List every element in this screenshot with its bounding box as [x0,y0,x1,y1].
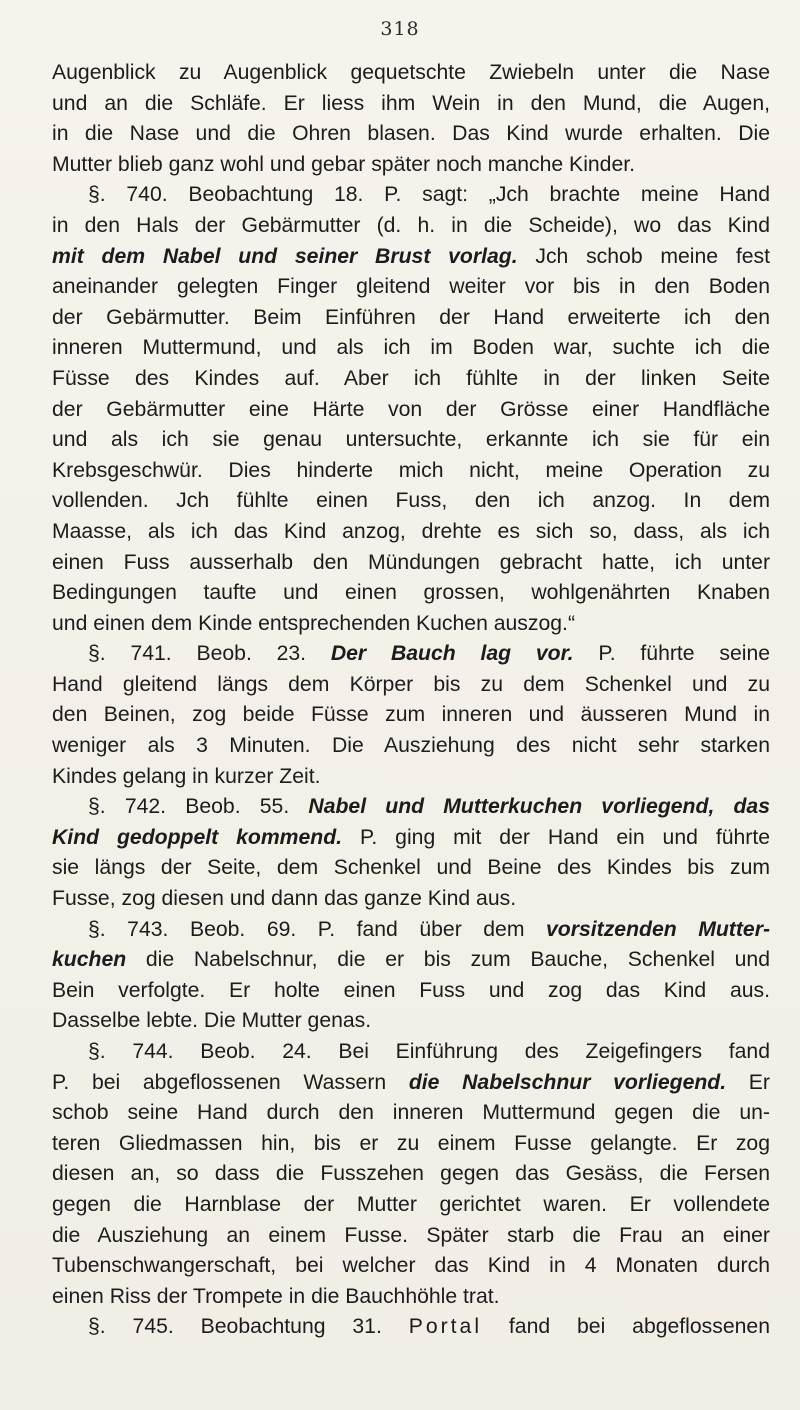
text-line [52,853,770,884]
text-segment: Krebsgeschwür. Dies hinderte mich nicht, meine Operation zu [52,458,770,482]
text-line [52,1037,770,1068]
text-segment: §. 741. Beob. 23. [88,642,331,666]
text-segment: Tubenschwangerschaft, bei welcher das Kind in 4 Monaten durch [52,1254,770,1278]
text-line [52,456,770,487]
emphasized-text: Kind gedoppelt kommend. [52,825,343,849]
text-segment: Kindes gelang in kurzer Zeit. [52,764,321,788]
text-line [52,700,770,731]
text-segment: fand bei abgeflossenen [482,1315,770,1339]
text-segment: Mutter blieb ganz wohl und gebar später noch manche Kinder. [52,152,636,176]
text-segment: und an die Schläfe. Er liess ihm Wein in den Mund, die Augen, [52,91,770,115]
text-line [52,486,770,517]
body-text [52,58,770,1343]
text-line [52,1159,770,1190]
emphasized-text: Nabel und Mutterkuchen vorliegend, das [308,795,770,819]
page-number: 318 [380,18,420,40]
text-segment: P. führte seine [573,642,770,666]
text-line [52,333,770,364]
text-line [52,823,770,854]
text-segment: Maasse, als ich das Kind anzog, drehte es sich so, dass, als ich [52,519,770,543]
text-segment: Füsse des Kindes auf. Aber ich fühlte in der linken Seite [52,366,770,390]
text-segment: §. 745. Beobachtung 31. [88,1315,409,1339]
text-line [52,609,770,640]
text-segment: teren Gliedmassen hin, bis er zu einem Fusse gelangte. Er zog [52,1131,770,1155]
text-segment: die Nabelschnur, die er bis zum Bauche, Schenkel und [126,948,770,972]
text-line [52,1068,770,1099]
emphasized-text: die Nabelschnur vorliegend. [408,1070,727,1094]
text-segment: in den Hals der Gebärmutter (d. h. in die Scheide), wo das Kind [52,213,770,237]
text-line [52,915,770,946]
text-segment: schob seine Hand durch den inneren Muttermund gegen die un- [52,1101,770,1125]
text-segment: Augenblick zu Augenblick gequetschte Zwiebeln unter die Nase [52,61,770,84]
text-line [52,1251,770,1282]
text-segment: aneinander gelegten Finger gleitend weiter vor bis in den Boden [52,275,770,299]
text-segment: vollenden. Jch fühlte einen Fuss, den ich anzog. In dem [52,489,770,513]
text-segment: und als ich sie genau untersuchte, erkannte ich sie für ein [52,428,770,452]
text-segment: der Gebärmutter eine Härte von der Grösse einer Handfläche [52,397,770,421]
text-segment: den Beinen, zog beide Füsse zum inneren und äusseren Mund in [52,703,770,727]
text-line [52,1221,770,1252]
text-segment: die Ausziehung an einem Fusse. Später starb die Frau an einer [52,1223,770,1247]
text-line [52,578,770,609]
text-segment: weniger als 3 Minuten. Die Ausziehung des nicht sehr starken [52,734,770,758]
text-line [52,792,770,823]
text-line [52,548,770,579]
text-line [52,119,770,150]
text-line [52,395,770,426]
text-segment: einen Riss der Trompete in die Bauchhöhle trat. [52,1284,500,1308]
spaced-text: Portal [408,1315,483,1339]
text-line [52,303,770,334]
text-line [52,425,770,456]
text-line [52,211,770,242]
text-line [52,1129,770,1160]
text-line [52,180,770,211]
text-line [52,945,770,976]
text-line [52,884,770,915]
text-line [52,150,770,181]
text-segment: inneren Muttermund, und als ich im Boden war, suchte ich die [52,336,770,360]
text-segment: und einen dem Kinde entsprechenden Kuchen auszog.“ [52,611,576,635]
text-line [52,1190,770,1221]
text-line [52,1312,770,1343]
text-segment: Dasselbe lebte. Die Mutter genas. [52,1009,372,1033]
text-segment: Hand gleitend längs dem Körper bis zu dem Schenkel und zu [52,672,770,696]
text-line [52,364,770,395]
text-line [52,1098,770,1129]
text-segment: in die Nase und die Ohren blasen. Das Kind wurde erhalten. Die [52,122,770,146]
text-segment: P. ging mit der Hand ein und führte [342,825,770,849]
text-segment: diesen an, so dass die Fusszehen gegen das Gesäss, die Fersen [52,1162,770,1186]
text-segment: sie längs der Seite, dem Schenkel und Beine des Kindes bis zum [52,856,770,880]
text-line [52,731,770,762]
text-segment: Er [726,1070,770,1094]
text-segment: P. bei abgeflossenen Wassern [52,1070,409,1094]
text-line [52,517,770,548]
text-line [52,762,770,793]
emphasized-text: Der Bauch lag vor. [330,642,574,666]
text-segment: §. 740. Beobachtung 18. P. sagt: „Jch brachte meine Hand [88,183,770,207]
text-segment: Bein verfolgte. Er holte einen Fuss und zog das Kind aus. [52,978,770,1002]
text-line [52,976,770,1007]
text-segment: §. 743. Beob. 69. P. fand über dem [88,917,547,941]
emphasized-text: kuchen [52,948,127,972]
text-line [52,242,770,273]
emphasized-text: vorsitzenden Mutter- [546,917,770,941]
text-segment: einen Fuss ausserhalb den Mündungen gebracht hatte, ich unter [52,550,770,574]
text-line [52,639,770,670]
text-line [52,58,770,89]
text-line [52,89,770,120]
text-segment: Fusse, zog diesen und dann das ganze Kind aus. [52,887,517,911]
text-segment: Jch schob meine fest [517,244,770,268]
text-line [52,670,770,701]
text-line [52,1282,770,1313]
text-segment: §. 744. Beob. 24. Bei Einführung des Zeigefingers fand [88,1040,770,1063]
emphasized-text: mit dem Nabel und seiner Brust vorlag. [52,244,518,268]
text-line [52,1006,770,1037]
text-segment: der Gebärmutter. Beim Einführen der Hand erweiterte ich den [52,305,770,329]
text-segment: Bedingungen taufte und einen grossen, wohlgenährten Knaben [52,581,770,605]
text-line [52,272,770,303]
text-segment: §. 742. Beob. 55. [88,795,309,819]
text-segment: gegen die Harnblase der Mutter gerichtet waren. Er vollendete [52,1192,770,1216]
